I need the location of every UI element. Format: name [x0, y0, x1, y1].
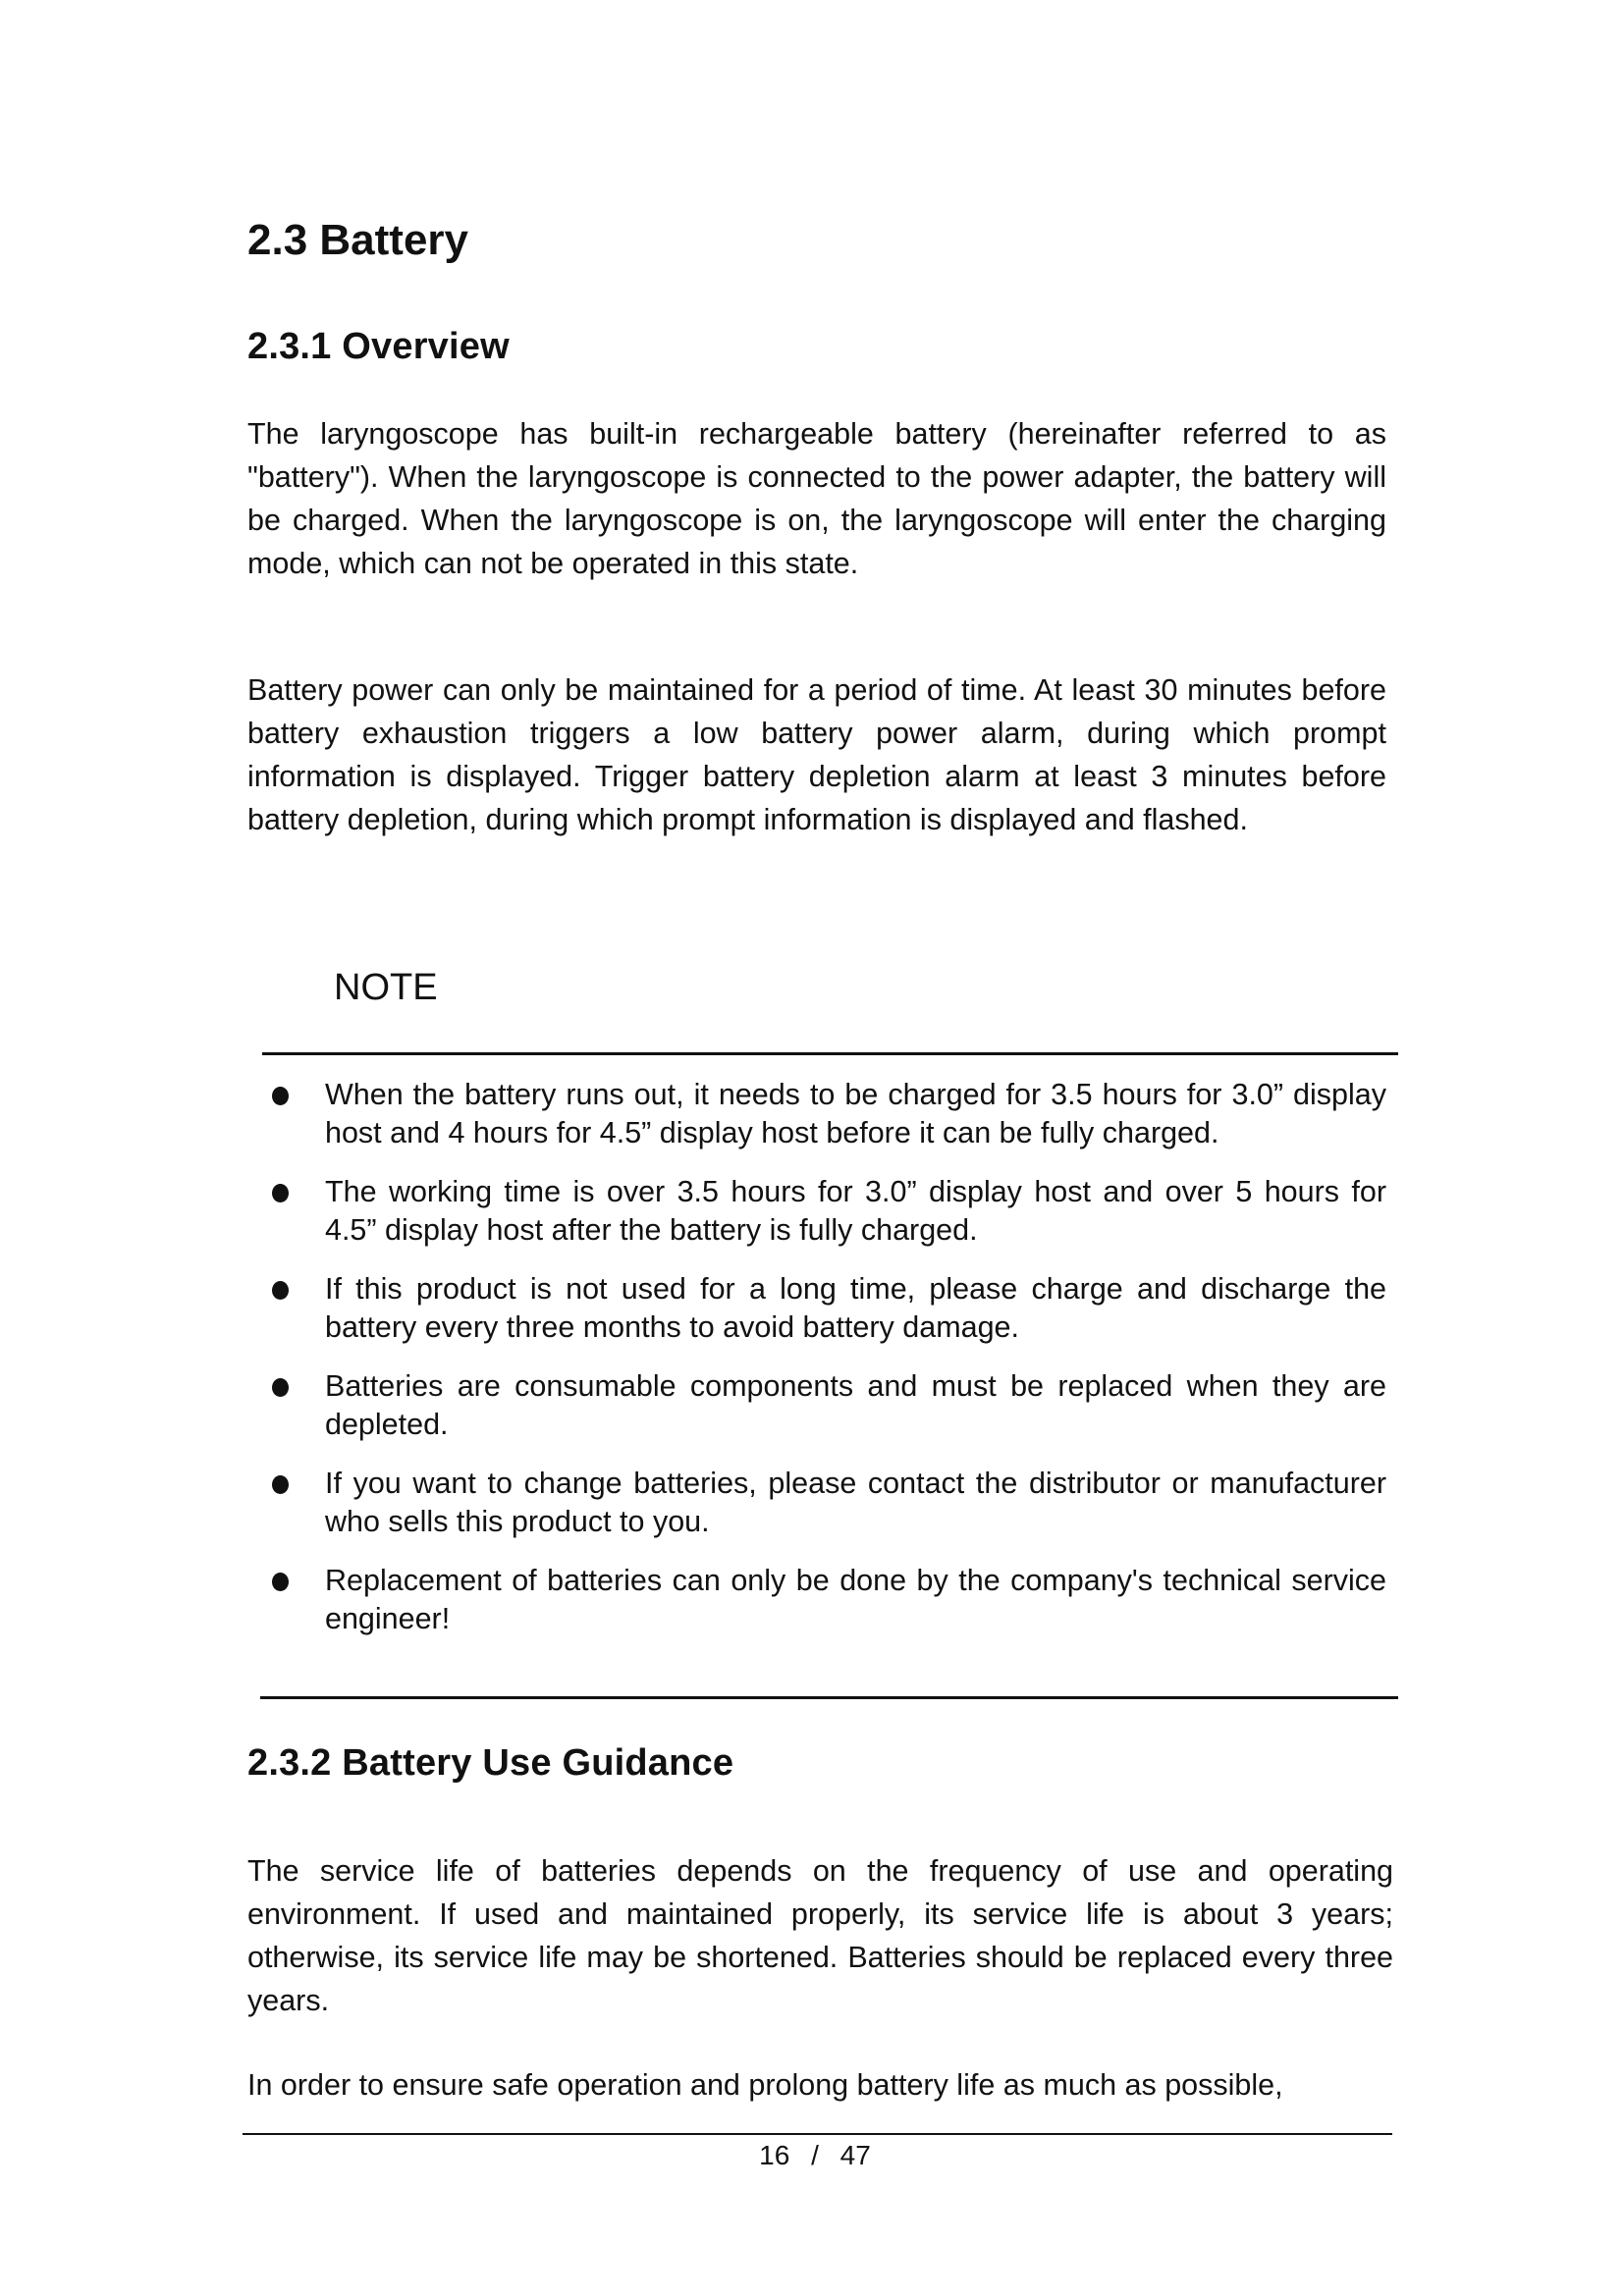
note-list — [262, 1076, 1386, 1659]
overview-paragraph-1: The laryngoscope has built-in rechargeable battery (hereinafter referred to as "battery"). When the laryngoscope is connected to the power adapter, the battery will be charged. When the laryngoscope is on, the laryngoscope will enter the charging mode, which can not be operated in this state. — [247, 417, 1386, 580]
note-title: NOTE — [334, 967, 438, 1008]
note-item — [262, 1076, 1386, 1152]
note-item — [262, 1367, 1386, 1444]
bullet-icon — [272, 1378, 289, 1397]
section-title: 2.3 Battery — [247, 216, 469, 264]
bullet-icon — [272, 1281, 289, 1300]
note-item-text: Replacement of batteries can only be done by the company's technical service engineer! — [325, 1564, 1386, 1635]
guidance-paragraph-1: The service life of batteries depends on the frequency of use and operating environment. If used and maintained properly, its service life is about 3 years; otherwise, its service life may be shortened. Batteries should be replaced every three years. — [247, 1854, 1393, 2017]
note-item-text: If you want to change batteries, please contact the distributor or manufacturer who sells this product to you. — [325, 1467, 1386, 1538]
note-item-text: The working time is over 3.5 hours for 3.0” display host and over 5 hours for 4.5” display host after the battery is fully charged. — [325, 1175, 1386, 1247]
bullet-icon — [272, 1573, 289, 1591]
note-item-text: Batteries are consumable components and must be replaced when they are depleted. — [325, 1369, 1386, 1441]
note-item-text: When the battery runs out, it needs to be charged for 3.5 hours for 3.0” display host and 4 hours for 4.5” display host before it can be fully charged. — [325, 1078, 1386, 1149]
overview-heading: 2.3.1 Overview — [247, 326, 510, 367]
bullet-icon — [272, 1087, 289, 1105]
bullet-icon — [272, 1184, 289, 1202]
guidance-paragraph-2: In order to ensure safe operation and prolong battery life as much as possible, — [247, 2068, 1283, 2102]
page-number: 16 / 47 — [759, 2140, 871, 2170]
note-item-text: If this product is not used for a long time, please charge and discharge the battery every three months to avoid battery damage. — [325, 1272, 1386, 1344]
note-item — [262, 1270, 1386, 1347]
bullet-icon — [272, 1475, 289, 1494]
note-item — [262, 1173, 1386, 1250]
note-top-divider — [262, 1052, 1398, 1055]
note-item — [262, 1465, 1386, 1541]
note-bottom-divider — [260, 1696, 1398, 1699]
footer-divider — [243, 2133, 1392, 2135]
note-item — [262, 1562, 1386, 1638]
overview-paragraph-2: Battery power can only be maintained for a period of time. At least 30 minutes before battery exhaustion triggers a low battery power alarm, during which prompt information is displayed. Trigger battery depletion alarm at least 3 minutes before battery depletion, during which prompt information is displayed and flashed. — [247, 673, 1386, 836]
guidance-heading: 2.3.2 Battery Use Guidance — [247, 1742, 734, 1784]
